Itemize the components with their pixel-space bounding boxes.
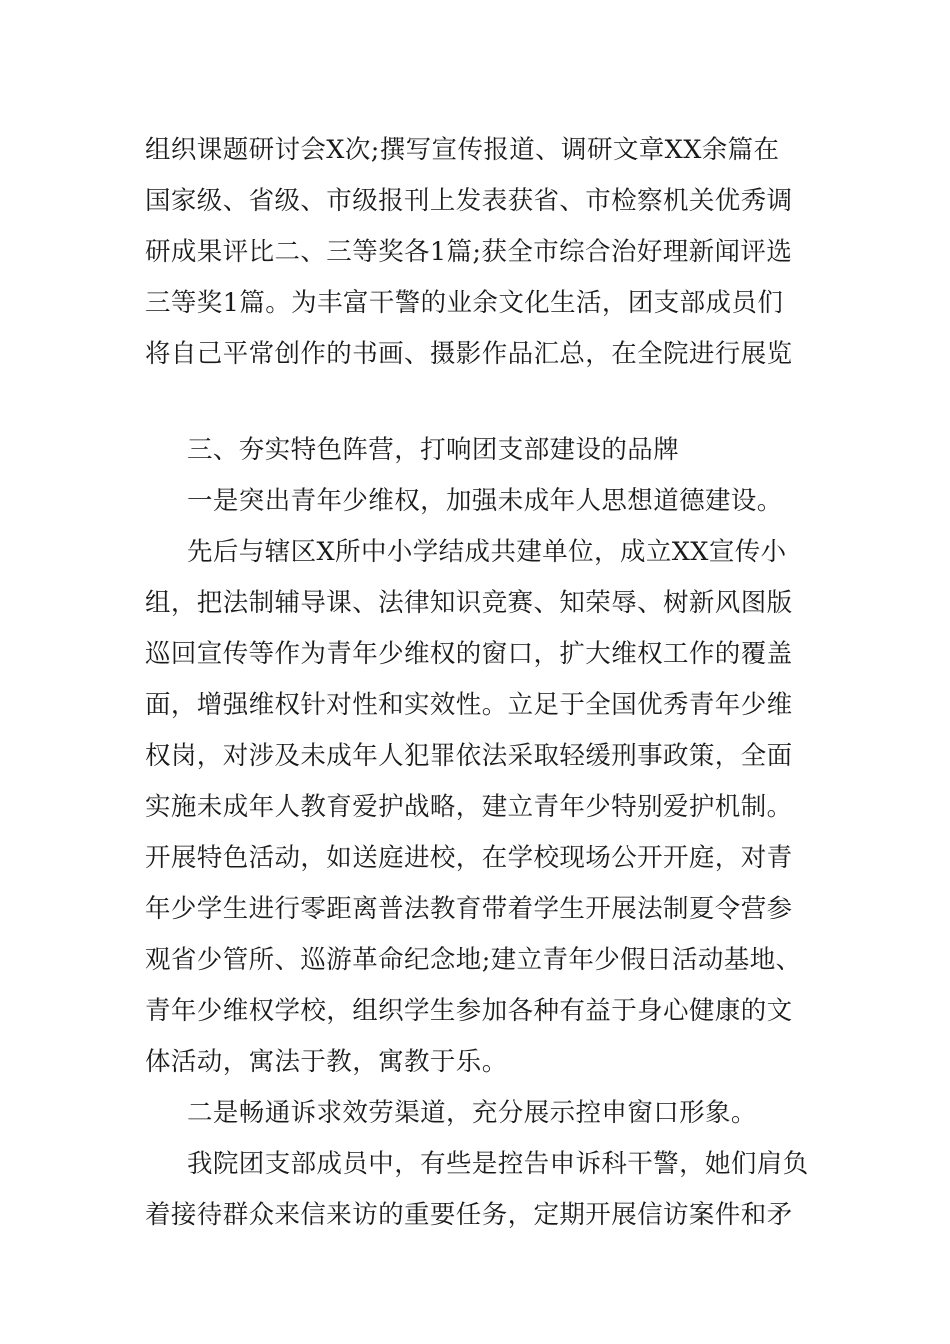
paragraph-line: 三等奖1篇。为丰富干警的业余文化生活，团支部成员们 bbox=[145, 288, 784, 318]
paragraph-line: 国家级、省级、市级报刊上发表获省、市检察机关优秀调 bbox=[145, 186, 793, 216]
paragraph-line: 我院团支部成员中，有些是控告申诉科干警，她们肩负 bbox=[187, 1149, 809, 1179]
paragraph-line: 巡回宣传等作为青年少维权的窗口，扩大维权工作的覆盖 bbox=[145, 639, 793, 669]
section-heading: 三、夯实特色阵营，打响团支部建设的品牌 bbox=[187, 435, 680, 465]
paragraph-line: 观省少管所、巡游革命纪念地;建立青年少假日活动基地、 bbox=[145, 945, 802, 975]
paragraph-line: 研成果评比二、三等奖各1篇;获全市综合治好理新闻评选 bbox=[145, 237, 793, 267]
paragraph-line: 实施未成年人教育爱护战略，建立青年少特别爱护机制。 bbox=[145, 792, 793, 822]
paragraph-line: 将自己平常创作的书画、摄影作品汇总，在全院进行展览 bbox=[145, 339, 793, 369]
paragraph-line: 组，把法制辅导课、法律知识竞赛、知荣辱、树新风图版 bbox=[145, 588, 793, 618]
subsection-heading: 一是突出青年少维权，加强未成年人思想道德建设。 bbox=[187, 486, 783, 516]
paragraph-line: 面，增强维权针对性和实效性。立足于全国优秀青年少维 bbox=[145, 690, 793, 720]
paragraph-line: 体活动，寓法于教，寓教于乐。 bbox=[145, 1047, 508, 1077]
paragraph-line: 青年少维权学校，组织学生参加各种有益于身心健康的文 bbox=[145, 996, 793, 1026]
subsection-heading: 二是畅通诉求效劳渠道，充分展示控申窗口形象。 bbox=[187, 1098, 757, 1128]
paragraph-line: 先后与辖区X所中小学结成共建单位，成立XX宣传小 bbox=[187, 537, 787, 567]
paragraph-line: 权岗，对涉及未成年人犯罪依法采取轻缓刑事政策，全面 bbox=[145, 741, 793, 771]
paragraph-line: 年少学生进行零距离普法教育带着学生开展法制夏令营参 bbox=[145, 894, 793, 924]
paragraph-line: 开展特色活动，如送庭进校，在学校现场公开开庭，对青 bbox=[145, 843, 793, 873]
paragraph-line: 着接待群众来信来访的重要任务，定期开展信访案件和矛 bbox=[145, 1200, 793, 1230]
paragraph-line: 组织课题研讨会X次;撰写宣传报道、调研文章XX余篇在 bbox=[145, 135, 780, 165]
